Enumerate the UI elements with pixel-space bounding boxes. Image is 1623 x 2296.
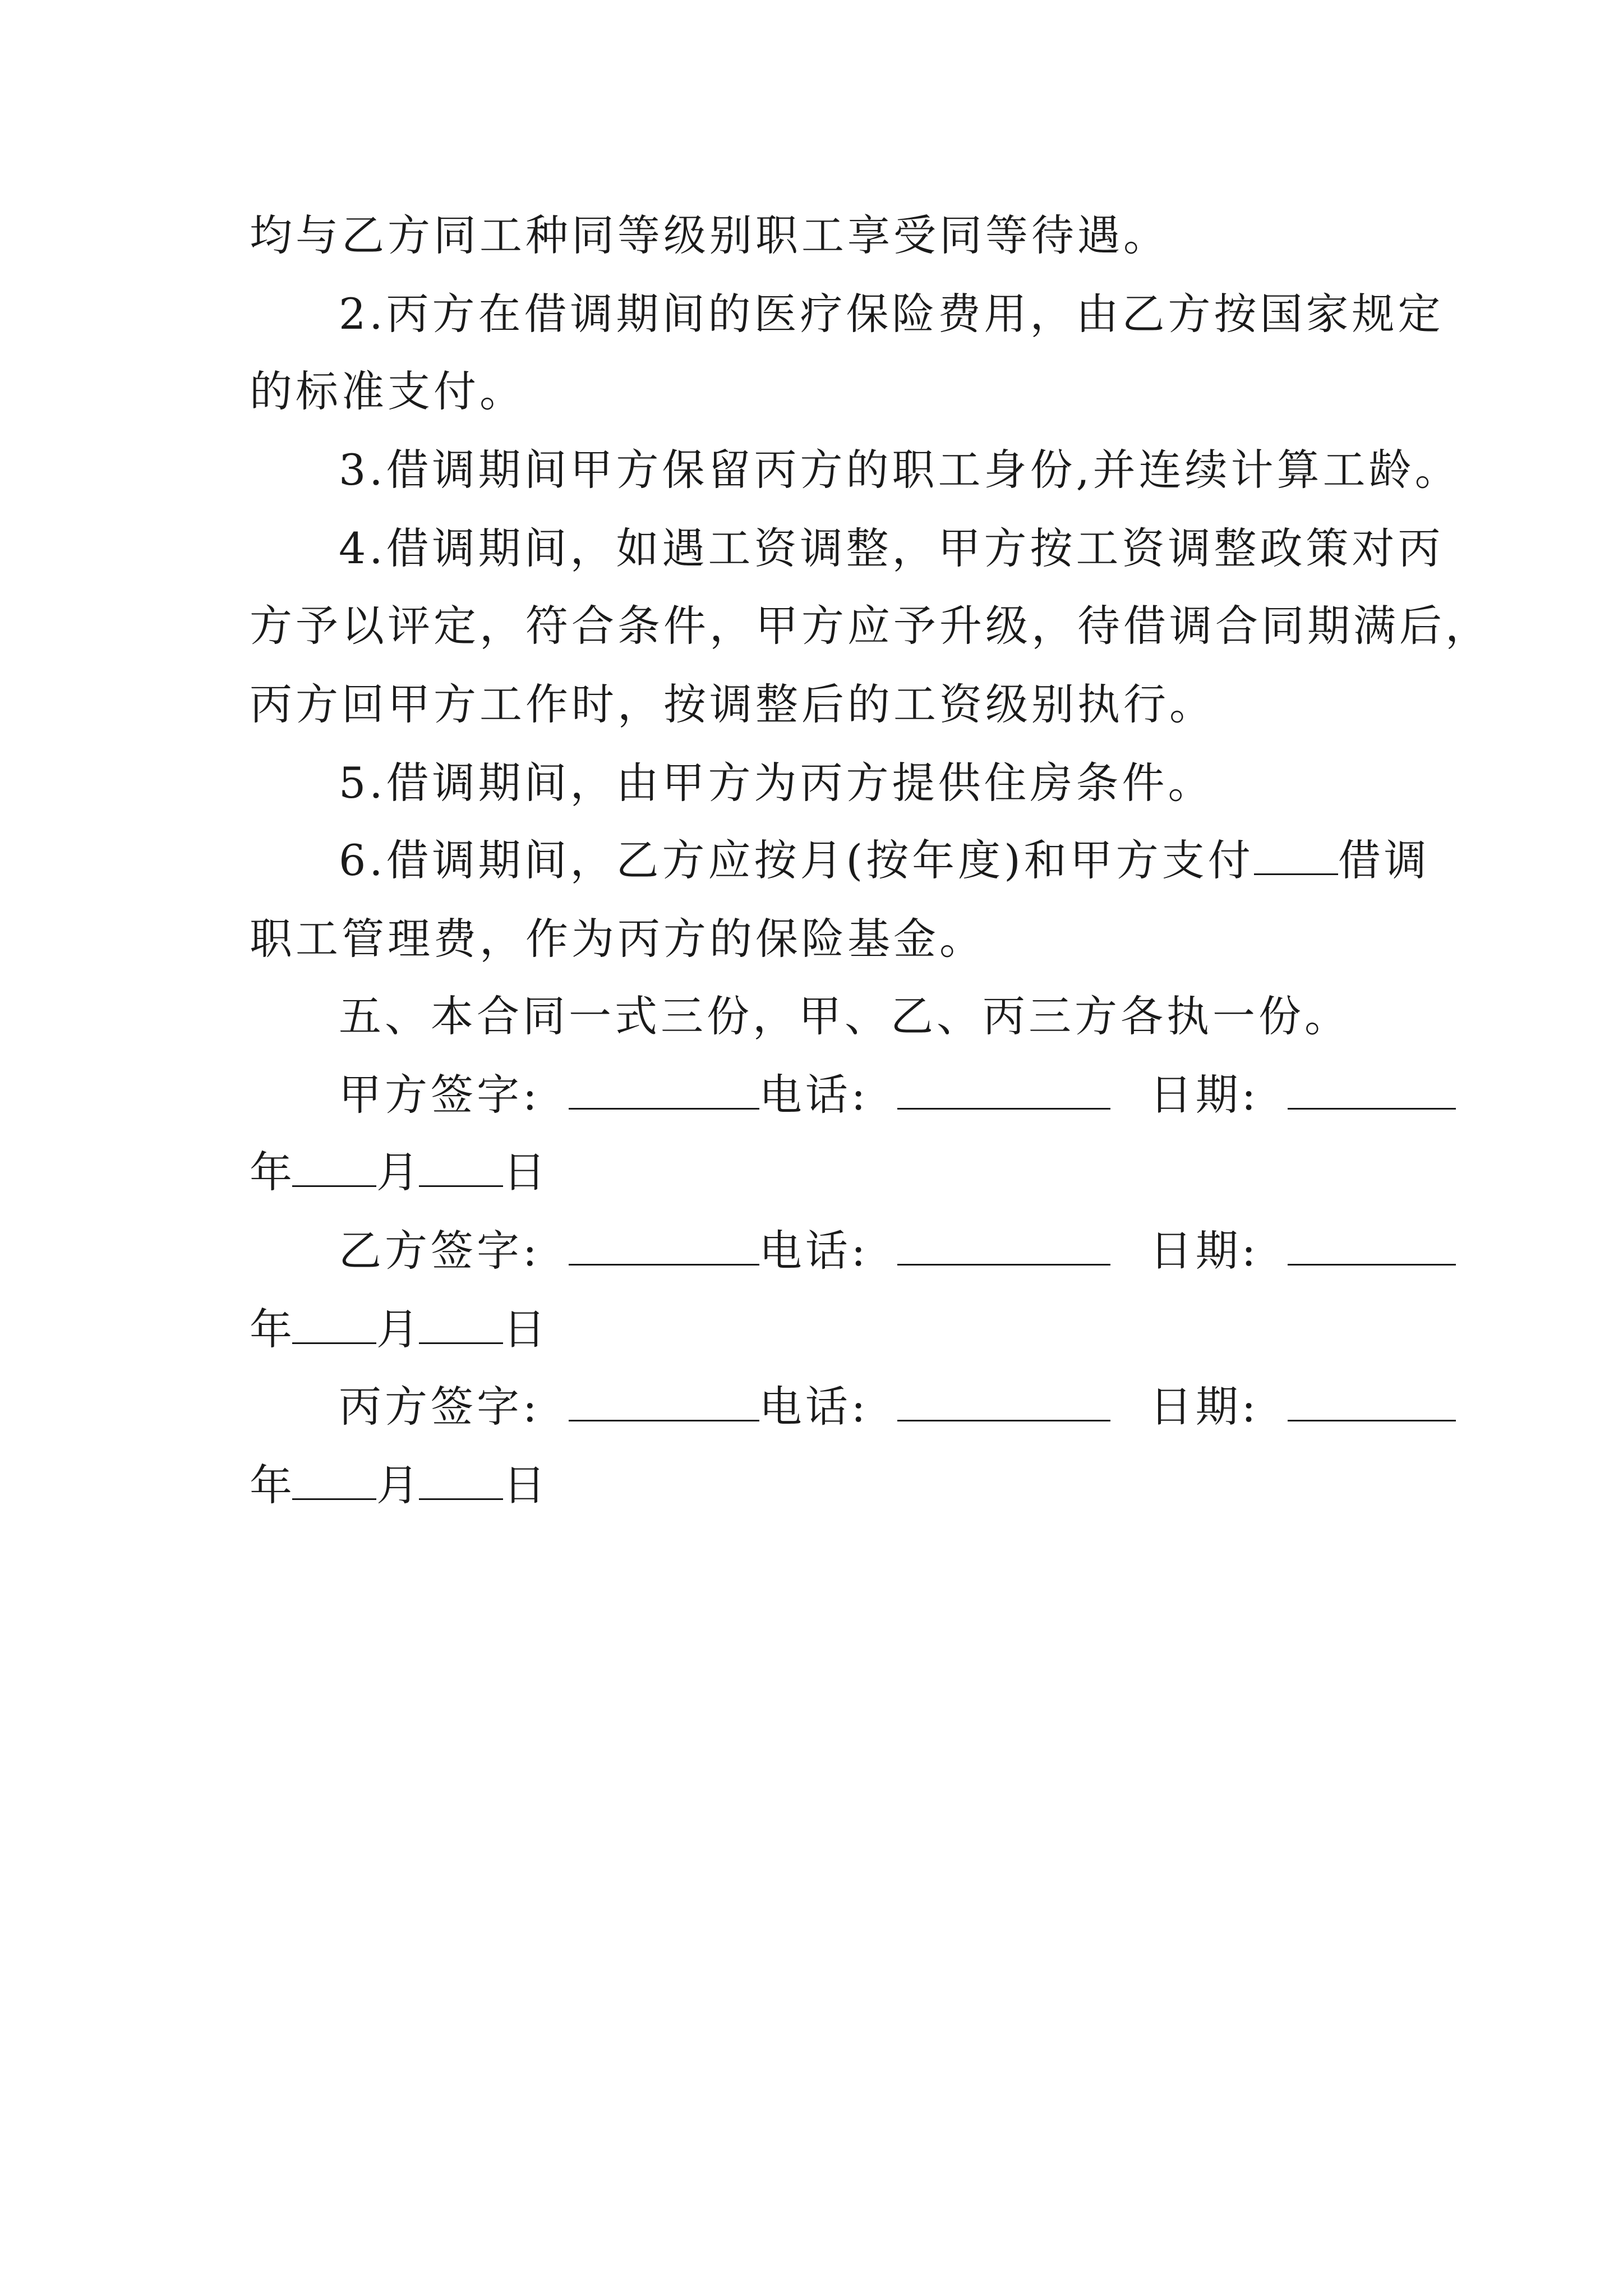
- day-unit: 日: [503, 1304, 546, 1354]
- date-blank: [1288, 1385, 1456, 1421]
- phone-label: 电话:: [759, 1382, 869, 1432]
- paragraph-line: 4.借调期间，如遇工资调整，甲方按工资调整政策对丙: [339, 523, 1444, 573]
- phone-blank: [897, 1385, 1110, 1421]
- date-blank: [1288, 1229, 1456, 1266]
- month-unit: 月: [376, 1147, 419, 1197]
- paragraph-line: 丙方回甲方工作时，按调整后的工资级别执行。: [250, 679, 1215, 729]
- phone-label: 电话:: [759, 1070, 869, 1120]
- signature-blank: [569, 1073, 759, 1110]
- year-unit: 年: [250, 1460, 292, 1510]
- phone-label: 电话:: [759, 1226, 869, 1276]
- year-unit: 年: [250, 1304, 292, 1354]
- month-blank: [292, 1464, 376, 1500]
- paragraph-line: 方予以评定，符合条件，甲方应予升级，待借调合同期满后，: [250, 601, 1491, 651]
- month-blank: [292, 1151, 376, 1187]
- day-blank: [419, 1151, 503, 1187]
- signature-blank: [569, 1229, 759, 1266]
- signature-row-a: [339, 1067, 1387, 1123]
- paragraph-line: 五、本合同一式三份，甲、乙、丙三方各执一份。: [339, 991, 1350, 1041]
- date-line-a: [250, 1144, 546, 1200]
- paragraph-line: 职工管理费，作为丙方的保险基金。: [250, 914, 985, 964]
- date-line-b: [250, 1301, 546, 1358]
- phone-blank: [897, 1229, 1110, 1266]
- date-label: 日期:: [1149, 1070, 1260, 1120]
- year-unit: 年: [250, 1147, 292, 1197]
- fee-blank: [1254, 839, 1338, 875]
- date-line-c: [250, 1457, 546, 1513]
- day-unit: 日: [503, 1147, 546, 1197]
- paragraph-line: 均与乙方同工种同等级别职工享受同等待遇。: [250, 210, 1169, 260]
- paragraph-line: 5.借调期间，由甲方为丙方提供住房条件。: [339, 758, 1214, 808]
- party-label: 甲方签字:: [339, 1070, 541, 1120]
- paragraph-line: 的标准支付。: [250, 366, 525, 416]
- signature-blank: [569, 1385, 759, 1421]
- month-unit: 月: [376, 1460, 419, 1510]
- paragraph-text: 借调: [1338, 835, 1430, 885]
- signature-row-c: [339, 1379, 1387, 1435]
- party-label: 乙方签字:: [339, 1226, 541, 1276]
- day-blank: [419, 1308, 503, 1344]
- paragraph-line: 3.借调期间甲方保留丙方的职工身份,并连续计算工龄。: [339, 445, 1461, 495]
- date-label: 日期:: [1149, 1382, 1260, 1432]
- month-unit: 月: [376, 1304, 419, 1354]
- day-unit: 日: [503, 1460, 546, 1510]
- date-blank: [1288, 1073, 1456, 1110]
- month-blank: [292, 1308, 376, 1344]
- paragraph-line: 2.丙方在借调期间的医疗保险费用，由乙方按国家规定: [339, 289, 1444, 339]
- paragraph-text: 6.借调期间，乙方应按月(按年度)和甲方支付: [339, 835, 1254, 885]
- date-label: 日期:: [1149, 1226, 1260, 1276]
- party-label: 丙方签字:: [339, 1382, 541, 1432]
- phone-blank: [897, 1073, 1110, 1110]
- day-blank: [419, 1464, 503, 1500]
- signature-row-b: [339, 1223, 1387, 1279]
- paragraph-line: [339, 832, 1477, 889]
